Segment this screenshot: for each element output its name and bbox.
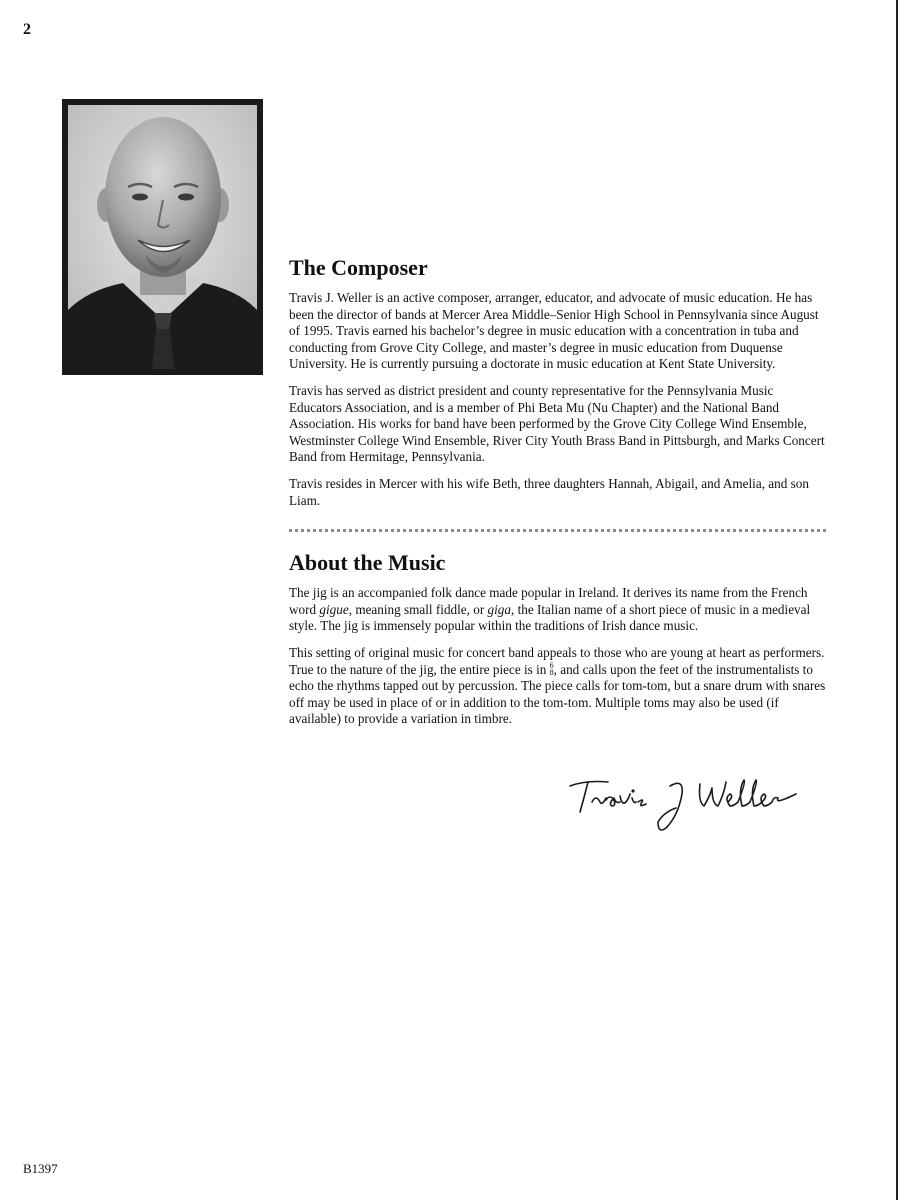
composer-portrait-image: [68, 105, 257, 369]
time-signature-top: 6: [549, 660, 554, 670]
composer-signature: [566, 772, 816, 842]
music-p1-text-2: , meaning small fiddle, or: [348, 601, 488, 617]
term-giga: giga: [487, 601, 511, 617]
catalog-number: B1397: [23, 1161, 58, 1176]
time-signature-bottom: 8: [549, 667, 554, 677]
composer-paragraph-2: Travis has served as district president and county representative for the Pennsylvania Music Educators Association, and is a member of Phi Beta Mu (Nu Chapter) and the National Band Association. His works for band have been performed by the Grove City College Wind Ensemble, Westminster College Wind Ensemble, River City Youth Brass Band in Pittsburgh, and Marks Concert Band from Hermitage, Pennsylvania.: [289, 382, 825, 465]
section-divider: [289, 529, 826, 532]
composer-photo: [62, 99, 263, 375]
composer-paragraph-1: Travis J. Weller is an active composer, arranger, educator, and advocate of music education. He has been the director of bands at Mercer Area Middle–Senior High School in Pennsylvania since August of 1995. Travis earned his bachelor’s degree in music education with a concentration in tuba and conducting from Grove City College, and master’s degree in music education from Duquense University. He is currently pursuing a doctorate in music education at Kent State University.: [289, 290, 819, 372]
term-gigue: gigue: [319, 601, 349, 617]
music-heading: About the Music: [289, 550, 446, 576]
music-p2-text-1: This setting of original music for concert band appeals to those who are young at heart as performers. True to the nature of the jig, the entire piece is in: [289, 644, 825, 677]
main-content: [289, 254, 829, 738]
music-p2-text-2: , and calls upon the feet of the instrumentalists to echo the rhythms tapped out by percussion. The piece calls for tom-tom, but a snare drum with snares off may be used in place of or in addition to the tom-tom. Multiple toms may also be used (if available) to provide a variation in timbre.: [289, 661, 826, 727]
music-paragraph-1: [289, 585, 829, 635]
page-number: 2: [23, 21, 31, 38]
music-p1-text-1: The jig is an accompanied folk dance made popular in Ireland. It derives its name from the French word: [289, 585, 808, 617]
music-paragraph-2: [289, 645, 829, 728]
composer-heading: The Composer: [289, 255, 428, 280]
music-p1-text-3: , the Italian name of a short piece of music in a medieval style. The jig is immensely popular within the traditions of Irish dance music.: [289, 601, 811, 634]
composer-paragraph-3: Travis resides in Mercer with his wife Beth, three daughters Hannah, Abigail, and Amelia, and son Liam.: [289, 475, 809, 508]
